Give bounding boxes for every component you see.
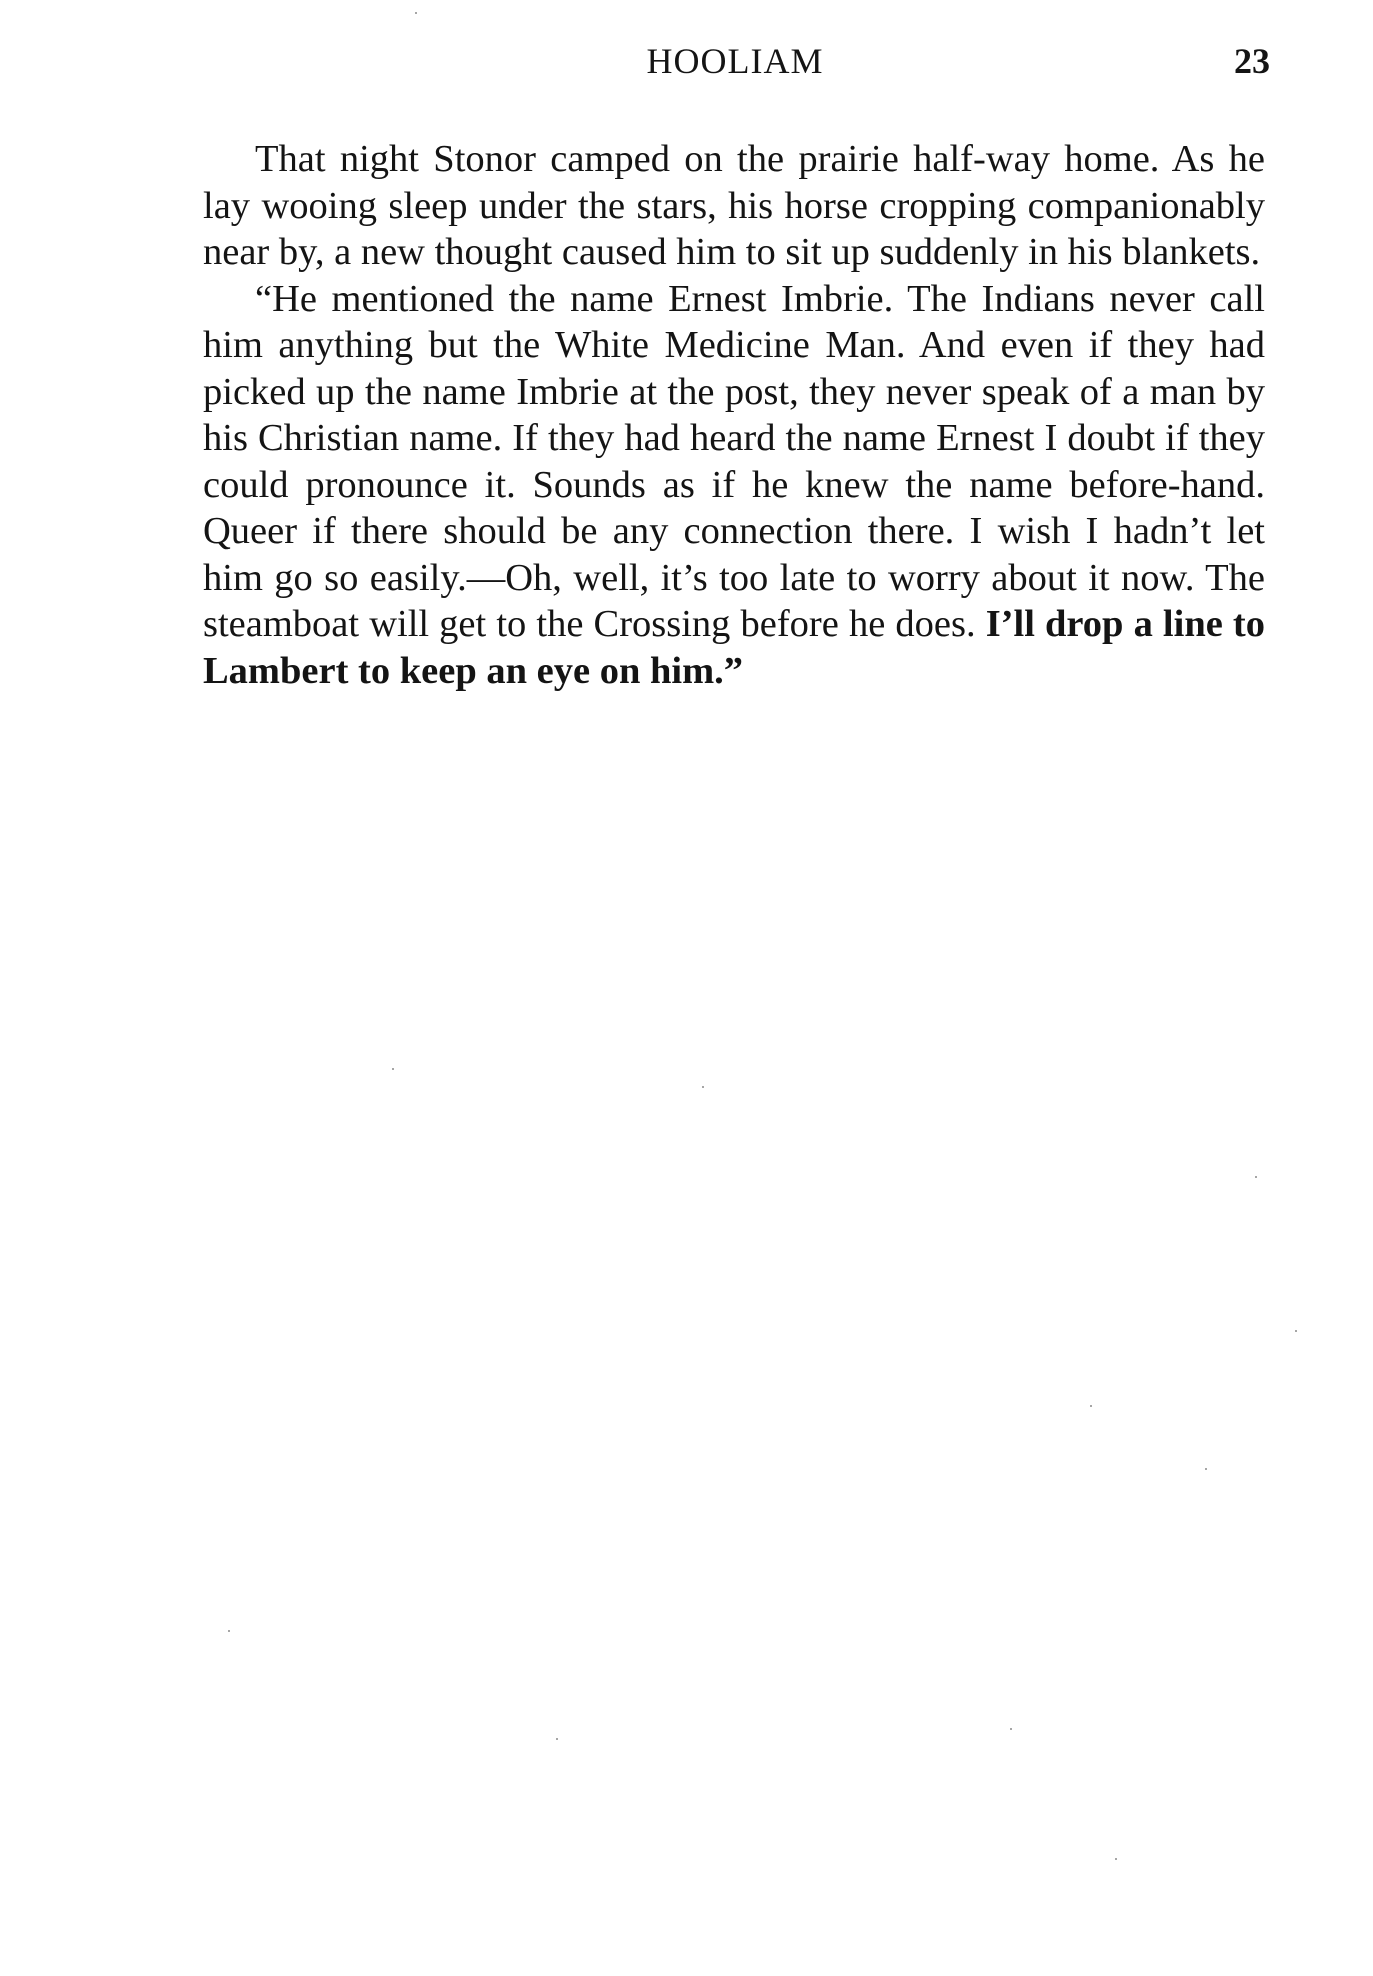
paragraph-1: That night Stonor camped on the prairie half-way home. As he lay wooing sleep under the stars, his horse cropping companionably near by, a new thought caused him to sit up suddenly in his blankets.: [203, 138, 1265, 273]
scan-speck: [1205, 1468, 1207, 1470]
paragraph-2-text: “He mentioned the name Ernest Imbrie. The Indians never call him anything but the White Medicine Man. And even if they had picked up the name Imbrie at the post, they never speak of a man by his Christian name. If they had heard the name Ernest I doubt if they could pronounce it. Sounds as if he knew the name before-hand. Queer if there should be any connection there. I wish I hadn’t let him go so easily.—Oh, well, it’s too late to worry about it now. The steamboat will get to the Crossing before he does.: [203, 277, 1265, 645]
scan-speck: [702, 1086, 704, 1088]
scan-speck: [392, 1068, 394, 1070]
scan-speck: [228, 1630, 230, 1632]
body-text: [203, 136, 1265, 694]
scan-speck: [1115, 1858, 1117, 1860]
paragraph-2: [203, 276, 1265, 695]
scan-speck: [1010, 1728, 1012, 1730]
scan-speck: [415, 12, 417, 14]
paragraph-2-bold-text: I’ll drop a line to Lambert to keep an eye on him.”: [203, 603, 1265, 692]
scan-speck: [1090, 1405, 1092, 1407]
running-title: HOOLIAM: [646, 41, 824, 81]
scan-speck: [1295, 1330, 1297, 1332]
page-number: 23: [1234, 41, 1270, 81]
scan-speck: [556, 1738, 558, 1740]
scan-speck: [1255, 1176, 1257, 1178]
running-head: [200, 40, 1270, 90]
